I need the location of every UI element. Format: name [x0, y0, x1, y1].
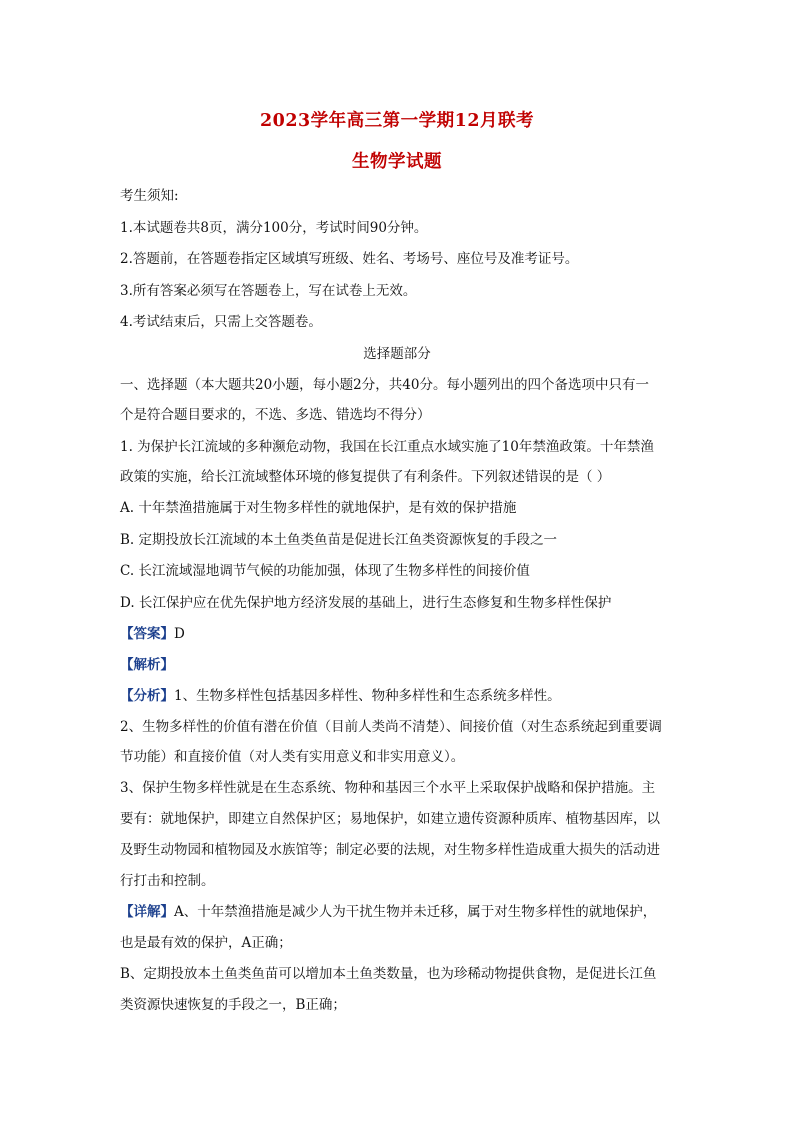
analysis-heading	[120, 655, 680, 675]
answer-label: 【答案】	[120, 626, 174, 642]
section-instructions: 个是符合题目要求的，不选、多选、错选均不得分）	[120, 407, 431, 423]
fenxi-label: 【分析】	[120, 688, 174, 704]
analysis-line: 3、保护生物多样性就是在生态系统、物种和基因三个水平上采取保护战略和保护措施。主	[120, 780, 656, 796]
analysis-label: 【解析】	[120, 657, 174, 673]
question-stem: 1. 为保护长江流域的多种濒危动物，我国在长江重点水域实施了10年禁渔政策。十年禁渔	[120, 439, 654, 455]
detail-line: 类资源快速恢复的手段之一，B正确；	[120, 997, 346, 1013]
xiangjie-label: 【详解】	[120, 904, 174, 920]
section-title: 选择题部分	[363, 346, 431, 362]
analysis-line: 2、生物多样性的价值有潜在价值（目前人类尚不清楚）、间接价值（对生态系统起到重要调	[120, 719, 662, 735]
exam-subtitle: 生物学试题	[352, 152, 442, 172]
question-stem: 政策的实施，给长江流域整体环境的修复提供了有利条件。下列叙述错误的是（ ）	[120, 469, 611, 485]
option-d: D. 长江保护应在优先保护地方经济发展的基础上，进行生态修复和生物多样性保护	[120, 595, 612, 611]
notice-item: 3.所有答案必须写在答题卷上，写在试卷上无效。	[120, 283, 417, 299]
option-b: B. 定期投放长江流域的本土鱼类鱼苗是促进长江鱼类资源恢复的手段之一	[120, 532, 558, 548]
analysis-line: 节功能）和直接价值（对人类有实用意义和非实用意义）。	[120, 749, 465, 765]
section-instructions: 一、选择题（本大题共20小题，每小题2分，共40分。每小题列出的四个备选项中只有一	[120, 377, 649, 393]
analysis-line: 及野生动物园和植物园及水族馆等；制定必要的法规，对生物多样性造成重大损失的活动进	[120, 842, 660, 858]
option-c: C. 长江流域湿地调节气候的功能加强，体现了生物多样性的间接价值	[120, 563, 530, 579]
option-a: A. 十年禁渔措施属于对生物多样性的就地保护，是有效的保护措施	[120, 500, 517, 516]
detail-line: 也是最有效的保护，A正确；	[120, 935, 292, 951]
notice-heading: 考生须知:	[120, 188, 179, 204]
answer-value: D	[174, 626, 185, 642]
detail-line	[120, 902, 680, 922]
exam-title: 2023学年高三第一学期12月联考	[259, 111, 535, 131]
detail-line: B、定期投放本土鱼类鱼苗可以增加本土鱼类数量，也为珍稀动物提供食物，是促进长江鱼	[120, 966, 657, 982]
analysis-line: 行打击和控制。	[120, 873, 215, 889]
answer-line	[120, 624, 680, 644]
detail-text: A、十年禁渔措施是减少人为干扰生物并未迁移，属于对生物多样性的就地保护，	[174, 904, 657, 920]
notice-item: 1.本试题卷共8页，满分100分，考试时间90分钟。	[120, 220, 428, 236]
analysis-line	[120, 686, 680, 706]
notice-item: 2.答题前，在答题卷指定区域填写班级、姓名、考场号、座位号及准考证号。	[120, 251, 579, 267]
analysis-text: 1、生物多样性包括基因多样性、物种多样性和生态系统多样性。	[174, 688, 561, 704]
notice-item: 4.考试结束后，只需上交答题卷。	[120, 314, 322, 330]
analysis-line: 要有：就地保护，即建立自然保护区；易地保护，如建立遗传资源种质库、植物基因库，以	[120, 811, 660, 827]
